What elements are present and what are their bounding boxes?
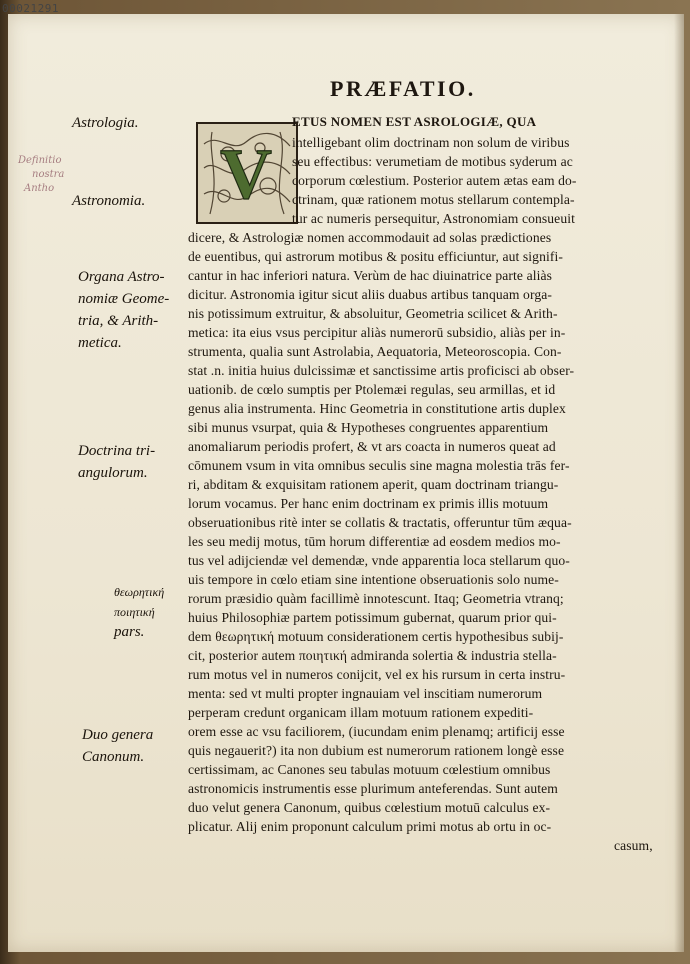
margin-note-line: nomiæ Geome-: [78, 291, 170, 307]
handwritten-line: Antho: [24, 183, 55, 194]
handwritten-annotation: [18, 154, 64, 196]
margin-note-line: Duo genera: [82, 727, 154, 743]
body-line: dicere, & Astrologiæ nomen accommodauit ad solas prædictiones: [188, 230, 552, 245]
body-line: metica: ita eius vsus percipitur aliàs numerorū subsidio, aliàs per in-: [188, 325, 566, 340]
woodcut-initial-icon: [198, 124, 296, 222]
body-line: orem esse ac vsu faciliorem, (iucundam enim plenamq; artificij esse: [188, 724, 565, 739]
body-line: cōmunem vsum in vita omnibus seculis sine magna molestia trās fer-: [188, 458, 570, 473]
body-line: ctrinam, quæ rationem motus stellarum contempla-: [292, 192, 575, 207]
body-line: sibi munus vsurpat, quia & Hypotheses congruentes apparentium: [188, 420, 549, 435]
body-line: dem θεωρητική motuum considerationem certis hypothesibus subij-: [188, 629, 564, 644]
page-title: PRÆFATIO.: [330, 76, 476, 101]
body-line: uis tempore in cœlo etiam sine intentione obseruationis solo nume-: [188, 572, 559, 587]
book-page: [8, 14, 684, 952]
body-line: duo velut genera Canonum, quibus cœlestium motuū calculus ex-: [188, 800, 551, 815]
body-line: certissimam, ac Canones seu tabulas motuum cœlestium omnibus: [188, 762, 551, 777]
margin-note-doctrina: [78, 440, 155, 484]
body-line: les seu medij motus, tūm horum differentiæ ad eosdem medios mo-: [188, 534, 561, 549]
body-line: astronomicis instrumentis esse plurimum anteferendas. Sunt autem: [188, 781, 558, 796]
margin-note-line: angulorum.: [78, 465, 148, 481]
body-line: uationib. de cœlo sumptis per Ptolemæi regulas, seu armillas, et id: [188, 382, 556, 397]
body-line: nis potissimum extruitur, & absoluitur, Geometria scilicet & Arith-: [188, 306, 558, 321]
body-line: dicitur. Astronomia igitur sicut aliis duabus artibus tanquam orga-: [188, 287, 552, 302]
margin-note-line: ποιητική: [114, 605, 155, 619]
body-line: strumenta, qualia sunt Astrolabia, Aequatoria, Meteoroscopia. Con-: [188, 344, 562, 359]
decorated-initial: [196, 122, 298, 224]
initial-letter: V: [220, 134, 272, 214]
body-line: tur ac numeris persequitur, Astronomiam consueuit: [292, 211, 575, 226]
body-line: rum motus vel in numeros conijcit, vel ex his rursum in certa instru-: [188, 667, 566, 682]
body-line: cit, posterior autem ποιητική admiranda solertia & industria stella-: [188, 648, 557, 663]
body-line: obseruationibus ritè inter se collatis & tractatis, offeruntur tūm æqua-: [188, 515, 572, 530]
body-line: ri, abditam & exquisitam rationem aperit, quam doctrinam triangu-: [188, 477, 559, 492]
margin-note-line: tria, & Arith-: [78, 313, 159, 329]
body-line: ETUS NOMEN EST ASROLOGIÆ, QUA: [292, 114, 537, 129]
body-line: corporum cœlestium. Posterior autem ætas eam do-: [292, 173, 577, 188]
body-line: rorum præsidio quàm facillimè innotescunt. Itaq; Geometria vtranq;: [188, 591, 564, 606]
margin-note-line: Organa Astro-: [78, 269, 165, 285]
body-line: seu effectibus: verumetiam de motibus syderum ac: [292, 154, 573, 169]
margin-note-canonum: [82, 724, 153, 768]
handwritten-line: nostra: [32, 169, 65, 180]
margin-note-organa: [78, 266, 169, 354]
body-line: lorum vocamus. Per hanc enim doctrinam ex primis illis motuum: [188, 496, 549, 511]
body-line: cantur in hac inferiori natura. Verùm de hac diuinatrice parte aliàs: [188, 268, 552, 283]
margin-note-line: θεωρητική: [114, 585, 165, 599]
body-line: huius Philosophiæ partem potissimum gubernat, quarum prior qui-: [188, 610, 557, 625]
margin-note-pars: [114, 582, 164, 642]
margin-note-astrologia: [72, 112, 139, 134]
margin-note-line: Canonum.: [82, 749, 145, 765]
body-line: plicatur. Alij enim proponunt calculum primi motus ab ortu in oc-: [188, 819, 552, 834]
body-line: tus vel adijciendæ vel demendæ, vnde apparentia loca stellarum quo-: [188, 553, 570, 568]
body-line: intelligebant olim doctrinam non solum de viribus: [292, 135, 570, 150]
catalog-id: 00021291: [2, 2, 59, 15]
body-line: anomaliarum periodis profert, & vt ars coacta in numeros queat ad: [188, 439, 556, 454]
body-line: menta: sed vt multi propter ingnauiam vel inscitiam numerorum: [188, 686, 543, 701]
body-line: de euentibus, qui astrorum motibus & positu efficiuntur, aut signifi-: [188, 249, 563, 264]
margin-note-line: Astrologia.: [72, 115, 139, 131]
body-line: perperam credunt organicam illam motuum rationem expediti-: [188, 705, 534, 720]
handwritten-line: Definitio: [18, 155, 62, 166]
margin-note-line: Doctrina tri-: [78, 443, 156, 459]
body-line: quis negauerit?) ita non dubium est numerorum rationem longè esse: [188, 743, 565, 758]
body-line: genus alia instrumenta. Hinc Geometria in constitutione artis duplex: [188, 401, 566, 416]
body-line: casum,: [614, 838, 653, 853]
margin-note-line: metica.: [78, 335, 122, 351]
margin-note-line: Astronomia.: [72, 193, 146, 209]
body-line: stat .n. initia huius dulcissimæ et sanctissime artis proficisci ab obser-: [188, 363, 575, 378]
margin-note-astronomia: [72, 190, 145, 212]
margin-note-line: pars.: [114, 624, 145, 640]
